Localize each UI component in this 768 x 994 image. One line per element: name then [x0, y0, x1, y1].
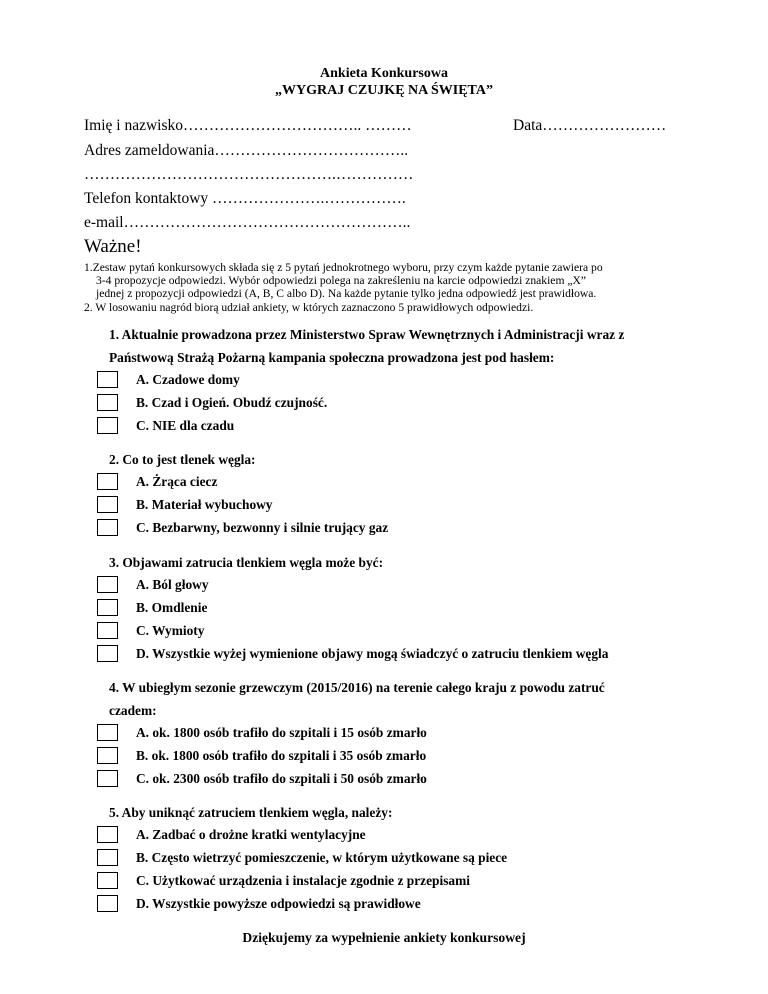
answer-option-1a: A. Czadowe domy — [136, 372, 240, 387]
answer-checkbox-5a[interactable] — [97, 826, 118, 843]
answer-option-3c: C. Wymioty — [136, 623, 205, 638]
answer-checkbox-5c[interactable] — [97, 872, 118, 889]
answer-option-1c: C. NIE dla czadu — [136, 418, 235, 433]
answer-checkbox-5b[interactable] — [97, 849, 118, 866]
answer-checkbox-1a[interactable] — [97, 371, 118, 388]
answer-option-3a: A. Ból głowy — [136, 577, 209, 592]
question-1-line-2: Państwową Strażą Pożarną kampania społeczna prowadzona jest pod hasłem: — [109, 350, 555, 365]
question-4-line-2: czadem: — [109, 703, 157, 718]
rule-1-line-1: 1.Zestaw pytań konkursowych składa się z 5 pytań jednokrotnego wyboru, przy czym każde pytanie zawiera po — [84, 261, 603, 274]
answer-option-5a: A. Zadbać o drożne kratki wentylacyjne — [136, 827, 366, 842]
answer-option-2b: B. Materiał wybuchowy — [136, 497, 273, 512]
answer-checkbox-2c[interactable] — [97, 519, 118, 536]
answer-option-4a: A. ok. 1800 osób trafiło do szpitali i 15 osób zmarło — [136, 725, 427, 740]
answer-checkbox-3a[interactable] — [97, 576, 118, 593]
phone-field[interactable]: Telefon kontaktowy ………………….……………. — [84, 190, 406, 207]
answer-option-5d: D. Wszystkie powyższe odpowiedzi są prawidłowe — [136, 896, 421, 911]
answer-checkbox-3d[interactable] — [97, 645, 118, 662]
question-5: 5. Aby uniknąć zatruciem tlenkiem węgla, należy: — [109, 805, 393, 820]
question-4-line-1: 4. W ubiegłym sezonie grzewczym (2015/2016) na terenie całego kraju z powodu zatruć — [109, 680, 605, 695]
answer-option-5c: C. Użytkować urządzenia i instalacje zgodnie z przepisami — [136, 873, 470, 888]
answer-checkbox-3b[interactable] — [97, 599, 118, 616]
name-field[interactable]: Imię i nazwisko…………………………….. ……… — [84, 117, 412, 134]
answer-checkbox-1c[interactable] — [97, 417, 118, 434]
email-field[interactable]: e-mail……………………………………………….. — [84, 214, 411, 231]
answer-option-4b: B. ok. 1800 osób trafiło do szpitali i 35 osób zmarło — [136, 748, 427, 763]
important-heading: Ważne! — [84, 236, 142, 257]
answer-checkbox-4c[interactable] — [97, 770, 118, 787]
answer-option-2a: A. Żrąca ciecz — [136, 474, 218, 489]
answer-option-4c: C. ok. 2300 osób trafiło do szpitali i 50 osób zmarło — [136, 771, 427, 786]
rule-2: 2. W losowaniu nagród biorą udział ankiety, w których zaznaczono 5 prawidłowych odpowiedzi. — [84, 301, 534, 314]
question-2: 2. Co to jest tlenek węgla: — [109, 452, 256, 467]
answer-option-5b: B. Często wietrzyć pomieszczenie, w którym użytkowane są piece — [136, 850, 508, 865]
answer-checkbox-3c[interactable] — [97, 622, 118, 639]
date-field[interactable]: Data…………………… — [513, 117, 667, 134]
rule-1-line-2: 3-4 propozycje odpowiedzi. Wybór odpowiedzi polega na zakreśleniu na karcie odpowiedzi znakiem „X” — [96, 274, 587, 287]
answer-option-3d: D. Wszystkie wyżej wymienione objawy mogą świadczyć o zatruciu tlenkiem węgla — [136, 646, 609, 661]
address-field[interactable]: Adres zameldowania……………………………….. — [84, 142, 409, 159]
thank-you-footer: Dziękujemy za wypełnienie ankiety konkursowej — [242, 930, 526, 945]
answer-checkbox-5d[interactable] — [97, 895, 118, 912]
form-subtitle: „WYGRAJ CZUJKĘ NA ŚWIĘTA” — [275, 83, 493, 98]
answer-checkbox-4b[interactable] — [97, 747, 118, 764]
address-field-continued[interactable]: ………………………………………….…………… — [84, 166, 414, 183]
answer-checkbox-1b[interactable] — [97, 394, 118, 411]
question-1-line-1: 1. Aktualnie prowadzona przez Ministerstwo Spraw Wewnętrznych i Administracji wraz z — [109, 327, 625, 342]
form-title: Ankieta Konkursowa — [320, 66, 448, 81]
answer-checkbox-4a[interactable] — [97, 724, 118, 741]
answer-checkbox-2b[interactable] — [97, 496, 118, 513]
answer-option-1b: B. Czad i Ogień. Obudź czujność. — [136, 395, 328, 410]
answer-option-2c: C. Bezbarwny, bezwonny i silnie trujący gaz — [136, 520, 389, 535]
question-3: 3. Objawami zatrucia tlenkiem węgla może być: — [109, 555, 384, 570]
answer-checkbox-2a[interactable] — [97, 473, 118, 490]
rule-1-line-3: jednej z propozycji odpowiedzi (A, B, C albo D). Na każde pytanie tylko jedna odpowiedź jest prawidłowa. — [96, 287, 597, 300]
answer-option-3b: B. Omdlenie — [136, 600, 208, 615]
